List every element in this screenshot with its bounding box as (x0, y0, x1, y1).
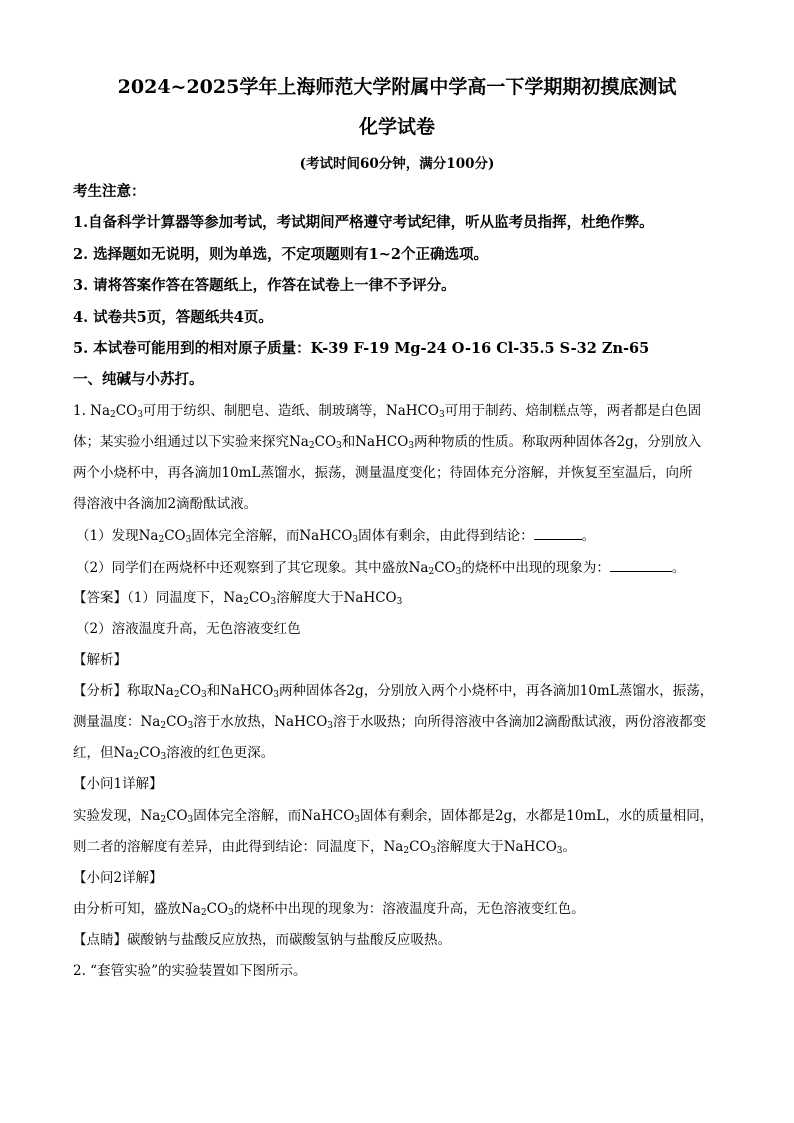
exam-title: 2024~2025学年上海师范大学附属中学高一下学期期初摸底测试 (117, 76, 677, 98)
answer-line: 【答案】（1）同温度下，$Na_2CO_3$溶解度大于NaHCO$_3$ (73, 590, 403, 607)
section-heading: 一、纯碱与小苏打。 (73, 371, 204, 388)
tip-line: 【点睛】碳酸钠与盐酸反应放热，而碳酸氢钠与盐酸反应吸热。 (73, 932, 451, 948)
notice-item: 3. 请将答案作答在答题纸上，作答在试卷上一律不予评分。 (73, 277, 456, 294)
exam-info: (考试时间60分钟，满分100分) (299, 156, 495, 172)
q1-stem-line: 1. $Na_2CO_3$可用于纺织、制肥皂、造纸、制玻璃等，NaHCO$_3$可用于制药、焙制糕点等，两者都是白色固 (73, 403, 702, 420)
q1-subquestion-1: （1）发现$Na_2CO_3$固体完全溶解，而NaHCO$_3$固体有剩余，由此得到结论： 。 (76, 525, 726, 546)
q2-stem: 2. “套管实验”的实验装置如下图所示。 (73, 963, 307, 979)
sub1-line: 实验发现，$Na_2CO_3$固体完全溶解，而NaHCO$_3$固体有剩余，固体都是2g，水都是10mL，水的质量相同， (73, 808, 714, 825)
q1-stem-line: 体；某实验小组通过以下实验来探究$Na_2CO_3$和NaHCO$_3$两种物质的性质。称取两种固体各2g，分别放入 (73, 434, 702, 451)
subject-title: 化学试卷 (358, 116, 435, 138)
notice-item: 4. 试卷共5页，答题纸共4页。 (73, 309, 273, 326)
answer-blank (534, 525, 582, 540)
analysis-line: 红，但$Na_2CO_3$溶液的红色更深。 (73, 745, 275, 762)
sub1-line: 则二者的溶解度有差异，由此得到结论：同温度下，$Na_2CO_3$溶解度大于NaHCO$_3$。 (73, 839, 577, 856)
q1-subquestion-2: （2）同学们在两烧杯中还观察到了其它现象。其中盛放$Na_2CO_3$的烧杯中出现的现象为： 。 (76, 557, 726, 578)
analysis-heading: 【解析】 (73, 652, 127, 668)
notice-item: 2. 选择题如无说明，则为单选，不定项题则有1~2个正确选项。 (73, 246, 489, 263)
analysis-line: 测量温度：$Na_2CO_3$溶于水放热，NaHCO$_3$溶于水吸热；向所得溶液中各滴加2滴酚酞试液，两份溶液都变 (73, 714, 707, 731)
notice-item: 5. 本试卷可能用到的相对原子质量：K-39 F-19 Mg-24 O-16 Cl-35.5 S-32 Zn-65 (73, 340, 650, 357)
sub2-line: 由分析可知，盛放$Na_2CO_3$的烧杯中出现的现象为：溶液温度升高，无色溶液变红色。 (73, 901, 585, 918)
sub2-heading: 【小问2详解】 (73, 870, 163, 886)
notice-heading: 考生注意： (73, 183, 146, 200)
analysis-line: 【分析】称取$Na_2CO_3$和NaHCO$_3$两种固体各2g，分别放入两个小烧杯中，再各滴加10mL蒸馏水，振荡， (73, 683, 714, 700)
answer-blank (610, 557, 672, 572)
answer-line-2: （2）溶液温度升高，无色溶液变红色 (76, 621, 301, 637)
q1-stem-line: 两个小烧杯中，再各滴加10mL蒸馏水，振荡，测量温度变化；待固体充分溶解，并恢复至室温后，向所 (73, 465, 693, 481)
sub1-heading: 【小问1详解】 (73, 776, 163, 792)
q1-stem-line: 得溶液中各滴加2滴酚酞试液。 (73, 496, 258, 512)
notice-item: 1.自备科学计算器等参加考试，考试期间严格遵守考试纪律，听从监考员指挥，杜绝作弊。 (73, 214, 654, 231)
